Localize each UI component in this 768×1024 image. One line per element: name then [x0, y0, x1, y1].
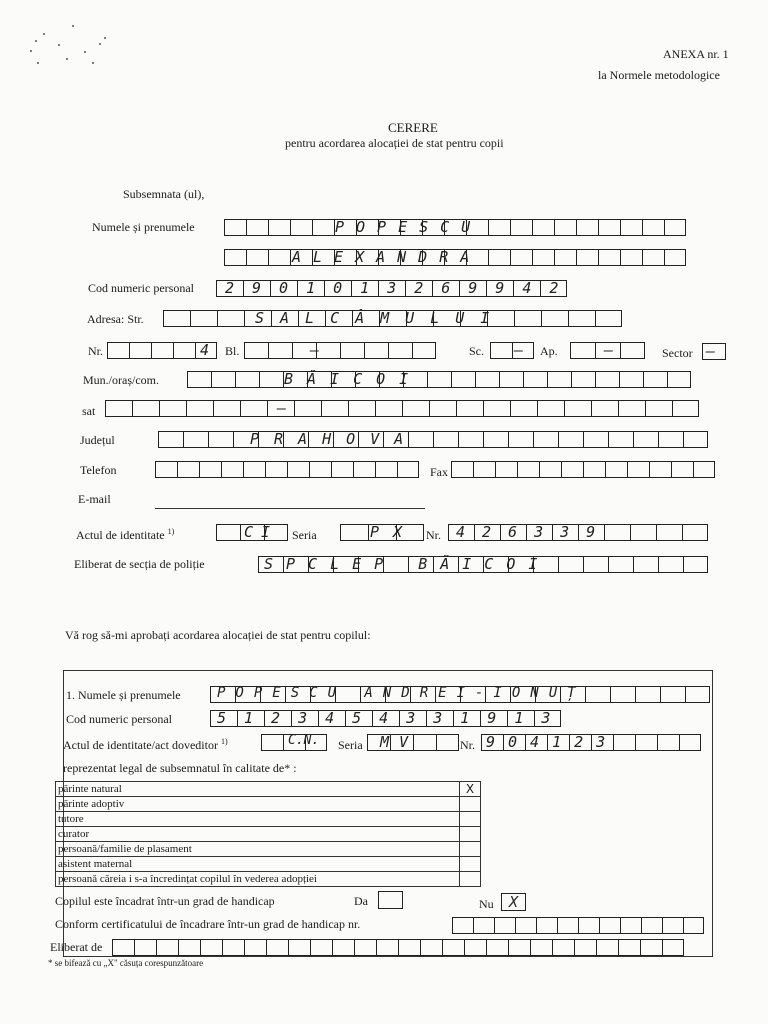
- role-checkbox[interactable]: [460, 827, 481, 842]
- bl-value: —: [310, 341, 320, 359]
- child-doc-type-value: C.N.: [288, 733, 320, 748]
- sector-value: —: [706, 342, 716, 360]
- address-label: Adresa: Str.: [87, 312, 144, 326]
- role-checkbox[interactable]: [460, 842, 481, 857]
- role-row[interactable]: asistent maternal: [56, 857, 481, 872]
- handicap-label: Copilul este încadrat într-un grad de handicap: [55, 894, 275, 908]
- role-row[interactable]: persoană căreia i s-a încredințat copilul în vederea adopției: [56, 872, 481, 887]
- child-number-value: 904123: [486, 733, 619, 751]
- footnote: * se bifează cu „X" căsuța corespunzătoare: [48, 958, 204, 968]
- page-subtitle: pentru acordarea alocației de stat pentru copii: [285, 136, 504, 150]
- fax-label: Fax: [430, 465, 448, 479]
- handicap-no-checkbox[interactable]: X: [501, 893, 526, 911]
- role-checkbox[interactable]: [460, 872, 481, 887]
- child-series-label: Seria: [338, 738, 363, 752]
- street-value: SALCÂMULUI: [255, 309, 506, 327]
- role-row[interactable]: părinte natural X: [56, 782, 481, 797]
- village-label: sat: [82, 404, 96, 418]
- village-field[interactable]: [105, 400, 699, 417]
- village-value: —: [277, 399, 287, 417]
- role-checklist: [55, 781, 481, 887]
- id-label: Actul de identitate $^{1)}$: [76, 527, 175, 542]
- intro-text: Subsemnata (ul),: [123, 187, 205, 201]
- sector-label: Sector: [662, 346, 693, 360]
- email-label: E-mail: [78, 492, 111, 506]
- issued-label: Eliberat de secția de poliție: [74, 557, 205, 571]
- city-field[interactable]: [187, 371, 691, 388]
- role-checkbox[interactable]: [460, 857, 481, 872]
- sc-field[interactable]: [490, 342, 534, 359]
- handicap-yes-checkbox[interactable]: [378, 891, 403, 909]
- name-label: Numele și prenumele: [92, 220, 195, 234]
- cnp-value: 2901013269942: [225, 279, 577, 297]
- role-row[interactable]: părinte adoptiv: [56, 797, 481, 812]
- role-row[interactable]: tutore: [56, 812, 481, 827]
- county-value: PRAHOVA: [250, 430, 419, 448]
- role-row[interactable]: curator: [56, 827, 481, 842]
- role-checkbox[interactable]: [460, 797, 481, 812]
- city-label: Mun./oraș/com.: [83, 373, 159, 387]
- fax-field[interactable]: [451, 461, 715, 478]
- page-title: CERERE: [388, 120, 438, 135]
- issued-value: SPCLEP BĂICOI: [264, 555, 551, 573]
- role-row[interactable]: persoană/familie de plasament: [56, 842, 481, 857]
- firstname-value: ALEXANDRA: [292, 248, 482, 266]
- child-doc-label: Actul de identitate/act doveditor $^{1)}$: [63, 737, 228, 752]
- nr-value: 4: [200, 341, 210, 359]
- annex-norms: la Normele metodologice: [598, 68, 720, 82]
- series-label: Seria: [292, 528, 317, 542]
- ap-label: Ap.: [540, 344, 558, 358]
- child-issued-label: Eliberat de: [50, 940, 103, 954]
- child-issued-field[interactable]: [112, 939, 684, 956]
- child-cnp-label: Cod numeric personal: [66, 712, 172, 726]
- series-value: PX: [370, 523, 417, 541]
- cert-label: Conform certificatului de încadrare într-un grad de handicap nr.: [55, 917, 361, 931]
- nr-label: Nr.: [88, 344, 103, 358]
- child-series-value: MV: [380, 733, 419, 751]
- bl-label: Bl.: [225, 344, 240, 358]
- phone-field[interactable]: [155, 461, 419, 478]
- sc-value: —: [514, 341, 524, 359]
- email-line[interactable]: [155, 508, 425, 509]
- request-text: Vă rog să-mi aprobați acordarea alocației de stat pentru copilul:: [65, 628, 371, 642]
- id-type-value: CI: [244, 523, 279, 541]
- rep-label: reprezentat legal de subsemnatul în calitate de* :: [63, 761, 297, 775]
- cnp-label: Cod numeric personal: [88, 281, 194, 295]
- county-label: Județul: [80, 433, 115, 447]
- surname-value: POPESCU: [335, 218, 483, 236]
- annex-number: ANEXA nr. 1: [663, 47, 729, 61]
- id-number-value: 426339: [456, 523, 613, 541]
- child-name-value: POPESCU ANDREI-IONUȚ: [217, 685, 586, 701]
- handicap-no-label: Nu: [479, 897, 494, 911]
- phone-label: Telefon: [80, 463, 117, 477]
- child-name-label: 1. Numele și prenumele: [66, 688, 181, 702]
- handicap-yes-label: Da: [354, 894, 368, 908]
- role-checkbox[interactable]: [460, 812, 481, 827]
- child-cnp-value: 5123454331913: [217, 709, 569, 727]
- city-value: BĂICOI: [284, 370, 423, 388]
- sc-label: Sc.: [469, 344, 484, 358]
- cert-number-field[interactable]: [452, 917, 704, 934]
- child-number-label: Nr.: [460, 738, 475, 752]
- ap-value: —: [604, 341, 614, 359]
- bl-field[interactable]: [244, 342, 436, 359]
- county-field[interactable]: [158, 431, 708, 448]
- role-checkbox[interactable]: X: [460, 782, 481, 797]
- id-number-label: Nr.: [426, 528, 441, 542]
